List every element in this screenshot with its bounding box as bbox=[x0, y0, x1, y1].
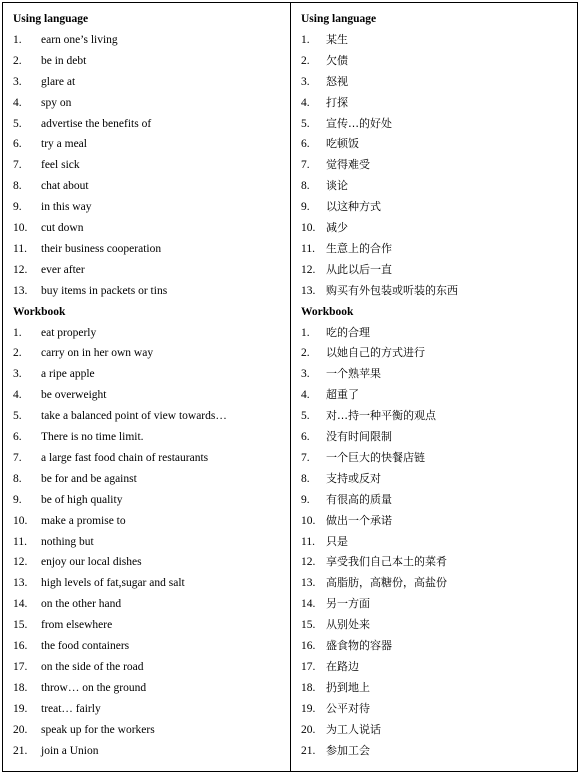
chinese-translation: 怒视 bbox=[326, 74, 348, 88]
list-item bbox=[13, 406, 286, 426]
english-phrase: carry on in her own way bbox=[41, 347, 154, 360]
chinese-translation: 谈论 bbox=[326, 179, 348, 193]
item-number: 7. bbox=[13, 451, 22, 464]
item-number: 3. bbox=[301, 75, 310, 88]
item-number: 16. bbox=[301, 640, 316, 652]
item-number: 4. bbox=[301, 96, 310, 109]
item-number: 1. bbox=[301, 326, 310, 339]
item-number: 9. bbox=[13, 201, 22, 214]
item-number: 11. bbox=[13, 535, 27, 548]
item-number: 21. bbox=[301, 744, 316, 757]
list-item bbox=[301, 197, 573, 217]
english-phrase: advertise the benefits of bbox=[41, 117, 152, 130]
chinese-translation: 做出一个承诺 bbox=[326, 513, 392, 527]
chinese-translation: 减少 bbox=[326, 221, 348, 234]
list-item bbox=[13, 239, 286, 259]
chinese-translation: 没有时间限制 bbox=[326, 430, 392, 443]
item-number: 7. bbox=[301, 451, 310, 464]
item-number: 11. bbox=[13, 242, 27, 255]
chinese-translation: 吃的合理 bbox=[326, 325, 370, 339]
list-item bbox=[301, 573, 573, 593]
list-item bbox=[301, 260, 573, 280]
english-phrase: be for and be against bbox=[41, 472, 137, 485]
item-number: 9. bbox=[301, 201, 310, 214]
chinese-translation: 有很高的质量 bbox=[326, 492, 392, 506]
list-item bbox=[301, 406, 573, 426]
chinese-column bbox=[291, 3, 577, 771]
item-number: 13. bbox=[13, 284, 28, 297]
item-number: 7. bbox=[301, 159, 310, 172]
english-phrase: the food containers bbox=[41, 640, 130, 652]
vocabulary-table bbox=[2, 2, 578, 772]
item-number: 13. bbox=[301, 284, 316, 297]
section-title-using-language: Using language bbox=[13, 13, 89, 25]
english-phrase: throw… on the ground bbox=[41, 681, 147, 694]
list-item bbox=[301, 636, 573, 656]
item-number: 5. bbox=[13, 117, 22, 130]
list-item bbox=[13, 134, 286, 154]
item-number: 1. bbox=[13, 326, 22, 339]
chinese-translation: 欠债 bbox=[326, 53, 348, 67]
item-number: 7. bbox=[13, 159, 22, 172]
item-number: 15. bbox=[301, 619, 316, 632]
chinese-translation: 购买有外包装或听装的东西 bbox=[326, 283, 458, 297]
item-number: 3. bbox=[301, 368, 310, 381]
chinese-translation: 觉得难受 bbox=[326, 158, 370, 172]
english-phrase: a large fast food chain of restaurants bbox=[41, 451, 209, 464]
english-phrase: speak up for the workers bbox=[41, 723, 155, 736]
chinese-translation: 打探 bbox=[326, 95, 348, 109]
item-number: 19. bbox=[13, 702, 28, 715]
list-item bbox=[301, 511, 573, 531]
section-title-using-language: Using language bbox=[301, 13, 377, 25]
item-number: 12. bbox=[13, 556, 28, 569]
list-item bbox=[13, 51, 286, 71]
item-number: 8. bbox=[13, 180, 22, 193]
list-item bbox=[301, 385, 573, 405]
item-number: 17. bbox=[13, 660, 28, 673]
chinese-translation: 参加工会 bbox=[326, 743, 370, 757]
list-item bbox=[13, 699, 286, 719]
english-phrase: from elsewhere bbox=[41, 619, 113, 632]
item-number: 2. bbox=[13, 347, 22, 360]
english-phrase: try a meal bbox=[41, 138, 87, 151]
list-item bbox=[301, 239, 573, 259]
chinese-translation: 从此以后一直 bbox=[326, 262, 392, 276]
item-number: 9. bbox=[301, 493, 310, 506]
list-item bbox=[301, 176, 573, 196]
item-number: 10. bbox=[13, 514, 28, 527]
english-phrase: enjoy our local dishes bbox=[41, 556, 142, 569]
list-item bbox=[301, 364, 573, 384]
item-number: 18. bbox=[301, 681, 316, 694]
chinese-translation: 支持或反对 bbox=[326, 471, 381, 485]
list-item bbox=[13, 636, 286, 656]
item-number: 10. bbox=[301, 514, 316, 527]
chinese-translation: 另一方面 bbox=[326, 597, 370, 611]
english-phrase: take a balanced point of view towards… bbox=[41, 410, 227, 423]
item-number: 6. bbox=[301, 431, 310, 443]
item-number: 8. bbox=[13, 472, 22, 485]
item-number: 6. bbox=[13, 138, 22, 151]
item-number: 12. bbox=[301, 556, 316, 569]
english-phrase: join a Union bbox=[41, 744, 99, 757]
english-phrase: glare at bbox=[41, 75, 76, 88]
chinese-translation: 以她自己的方式进行 bbox=[326, 346, 425, 360]
list-item bbox=[13, 678, 286, 698]
section-title-workbook: Workbook bbox=[301, 305, 354, 318]
list-item bbox=[13, 218, 286, 238]
list-item bbox=[13, 427, 286, 447]
list-item bbox=[13, 532, 286, 552]
list-item bbox=[301, 218, 573, 238]
list-item bbox=[301, 72, 573, 92]
list-item bbox=[301, 93, 573, 113]
english-phrase: There is no time limit. bbox=[41, 431, 144, 443]
chinese-translation: 生意上的合作 bbox=[326, 241, 392, 255]
item-number: 3. bbox=[13, 368, 22, 381]
item-number: 9. bbox=[13, 493, 22, 506]
chinese-translation: 一个巨大的快餐店链 bbox=[326, 450, 425, 464]
english-phrase: buy items in packets or tins bbox=[41, 284, 168, 297]
item-number: 5. bbox=[13, 410, 22, 423]
list-item bbox=[13, 741, 286, 761]
item-number: 18. bbox=[13, 681, 28, 694]
list-item bbox=[13, 720, 286, 740]
english-phrase: cut down bbox=[41, 222, 84, 234]
list-item bbox=[13, 30, 286, 50]
item-number: 2. bbox=[13, 54, 22, 67]
item-number: 13. bbox=[301, 577, 316, 590]
chinese-translation: 吃顿饭 bbox=[326, 137, 359, 151]
item-number: 2. bbox=[301, 347, 310, 360]
item-number: 16. bbox=[13, 640, 28, 652]
list-item bbox=[13, 511, 286, 531]
chinese-translation: 享受我们自己本土的菜肴 bbox=[326, 555, 447, 569]
list-item bbox=[301, 30, 573, 50]
english-phrase: high levels of fat,sugar and salt bbox=[41, 577, 185, 590]
list-item bbox=[301, 114, 573, 134]
list-item bbox=[301, 343, 573, 363]
list-item bbox=[13, 594, 286, 614]
english-phrase: treat… fairly bbox=[41, 702, 101, 715]
item-number: 13. bbox=[13, 577, 28, 590]
list-item bbox=[301, 469, 573, 489]
list-item bbox=[13, 657, 286, 677]
list-item bbox=[13, 155, 286, 175]
list-item bbox=[301, 552, 573, 572]
item-number: 3. bbox=[13, 75, 22, 88]
item-number: 1. bbox=[301, 33, 310, 46]
chinese-translation: 超重了 bbox=[326, 388, 359, 402]
list-item bbox=[301, 323, 573, 343]
list-item bbox=[13, 114, 286, 134]
chinese-translation: 盛食物的容器 bbox=[326, 639, 392, 652]
english-phrase: on the side of the road bbox=[41, 660, 144, 673]
chinese-translation: 只是 bbox=[326, 534, 348, 548]
chinese-translation: 在路边 bbox=[326, 659, 359, 673]
list-item bbox=[13, 176, 286, 196]
chinese-translation: 从别处来 bbox=[326, 618, 370, 632]
item-number: 11. bbox=[301, 535, 315, 548]
list-item bbox=[301, 448, 573, 468]
list-item bbox=[301, 427, 573, 447]
item-number: 12. bbox=[13, 263, 28, 276]
english-phrase: a ripe apple bbox=[41, 368, 95, 381]
english-column bbox=[3, 3, 291, 771]
list-item bbox=[13, 490, 286, 510]
item-number: 6. bbox=[13, 431, 22, 443]
list-item bbox=[13, 323, 286, 343]
list-item bbox=[301, 741, 573, 761]
item-number: 20. bbox=[13, 723, 28, 736]
item-number: 20. bbox=[301, 723, 316, 736]
chinese-translation: 一个熟苹果 bbox=[326, 367, 381, 381]
english-phrase: ever after bbox=[41, 263, 85, 276]
list-item bbox=[13, 197, 286, 217]
item-number: 5. bbox=[301, 410, 310, 423]
item-number: 10. bbox=[301, 222, 316, 234]
chinese-translation: 为工人说话 bbox=[326, 722, 381, 736]
chinese-translation: 以这种方式 bbox=[326, 200, 381, 214]
list-item bbox=[301, 678, 573, 698]
item-number: 10. bbox=[13, 222, 28, 234]
section-title-workbook: Workbook bbox=[13, 305, 66, 318]
list-item bbox=[13, 385, 286, 405]
item-number: 14. bbox=[13, 598, 28, 611]
item-number: 6. bbox=[301, 138, 310, 151]
list-item bbox=[13, 448, 286, 468]
list-item bbox=[301, 615, 573, 635]
english-phrase: be of high quality bbox=[41, 493, 123, 506]
item-number: 21. bbox=[13, 744, 28, 757]
chinese-translation: 宣传…的好处 bbox=[326, 116, 392, 130]
english-phrase: make a promise to bbox=[41, 514, 126, 527]
item-number: 5. bbox=[301, 117, 310, 130]
list-item bbox=[301, 134, 573, 154]
chinese-translation: 公平对待 bbox=[326, 701, 370, 715]
item-number: 12. bbox=[301, 263, 316, 276]
english-phrase: nothing but bbox=[41, 535, 94, 548]
list-item bbox=[13, 343, 286, 363]
list-item bbox=[13, 281, 286, 301]
list-item bbox=[301, 657, 573, 677]
item-number: 17. bbox=[301, 660, 316, 673]
item-number: 11. bbox=[301, 242, 315, 255]
list-item bbox=[13, 615, 286, 635]
list-item bbox=[13, 364, 286, 384]
item-number: 8. bbox=[301, 180, 310, 193]
english-phrase: in this way bbox=[41, 201, 92, 214]
item-number: 4. bbox=[13, 96, 22, 109]
list-item bbox=[13, 260, 286, 280]
english-phrase: be in debt bbox=[41, 54, 87, 67]
english-phrase: spy on bbox=[41, 96, 72, 109]
chinese-translation: 对…持一种平衡的观点 bbox=[326, 409, 436, 423]
item-number: 4. bbox=[13, 389, 22, 402]
list-item bbox=[13, 573, 286, 593]
list-item bbox=[301, 281, 573, 301]
list-item bbox=[13, 72, 286, 92]
list-item bbox=[301, 490, 573, 510]
item-number: 4. bbox=[301, 389, 310, 402]
chinese-translation: 扔到地上 bbox=[326, 680, 370, 694]
english-phrase: chat about bbox=[41, 180, 89, 193]
item-number: 2. bbox=[301, 54, 310, 67]
list-item bbox=[13, 93, 286, 113]
list-item bbox=[301, 155, 573, 175]
list-item bbox=[301, 532, 573, 552]
english-phrase: be overweight bbox=[41, 389, 107, 402]
english-phrase: feel sick bbox=[41, 159, 80, 172]
list-item bbox=[301, 51, 573, 71]
list-item bbox=[13, 469, 286, 489]
list-item bbox=[301, 699, 573, 719]
list-item bbox=[301, 594, 573, 614]
item-number: 8. bbox=[301, 472, 310, 485]
english-phrase: earn one’s living bbox=[41, 33, 118, 46]
item-number: 19. bbox=[301, 702, 316, 715]
english-phrase: on the other hand bbox=[41, 598, 122, 611]
english-phrase: their business cooperation bbox=[41, 242, 162, 255]
chinese-translation: 某生 bbox=[326, 32, 348, 46]
item-number: 14. bbox=[301, 598, 316, 611]
item-number: 1. bbox=[13, 33, 22, 46]
chinese-translation: 高脂肪，高糖份，高盐份 bbox=[326, 576, 447, 590]
list-item bbox=[301, 720, 573, 740]
item-number: 15. bbox=[13, 619, 28, 632]
english-phrase: eat properly bbox=[41, 326, 97, 339]
list-item bbox=[13, 552, 286, 572]
